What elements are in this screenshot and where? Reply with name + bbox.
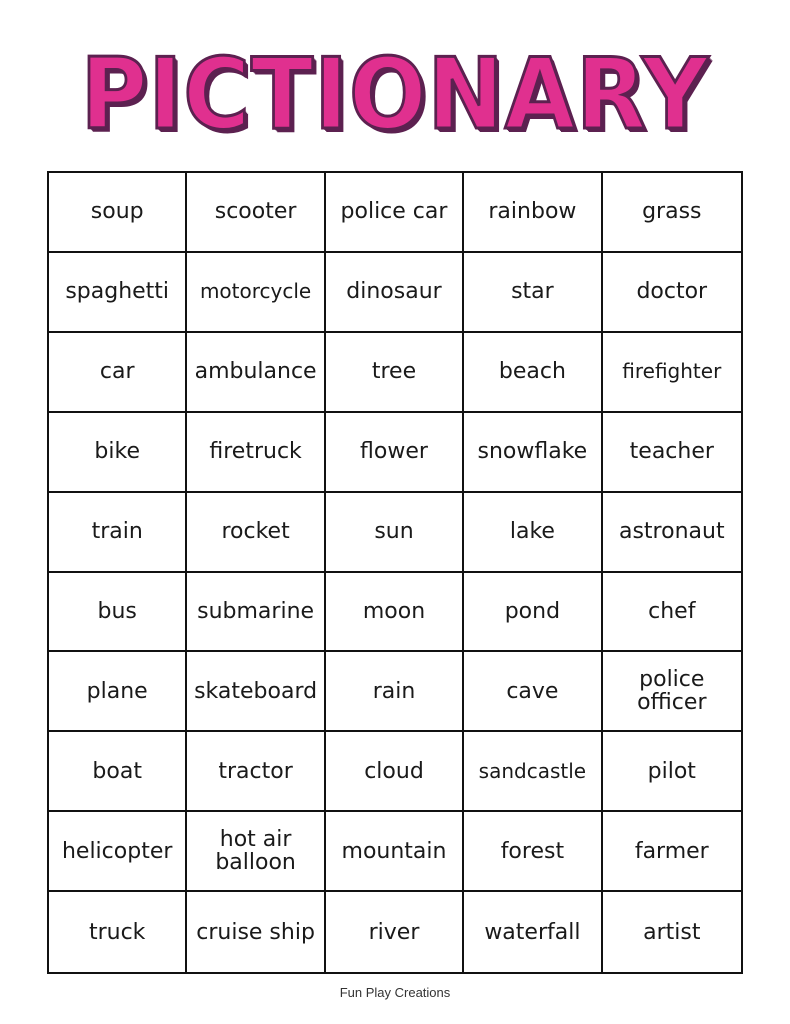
word-cell: motorcycle: [187, 253, 325, 333]
word-cell: police car: [326, 173, 464, 253]
word-cell: cruise ship: [187, 892, 325, 972]
word-cell: firefighter: [603, 333, 741, 413]
word-cell: tree: [326, 333, 464, 413]
title-banner: [0, 40, 790, 150]
word-cell: rainbow: [464, 173, 602, 253]
word-cell: moon: [326, 573, 464, 653]
word-cell: cloud: [326, 732, 464, 812]
word-cell: dinosaur: [326, 253, 464, 333]
word-cell: helicopter: [49, 812, 187, 892]
page-title: PICTIONARY: [80, 38, 710, 152]
word-cell: soup: [49, 173, 187, 253]
word-cell: cave: [464, 652, 602, 732]
word-cell: flower: [326, 413, 464, 493]
word-cell: artist: [643, 919, 701, 945]
word-cell: submarine: [187, 573, 325, 653]
word-cell: sun: [326, 493, 464, 573]
word-cell: forest: [464, 812, 602, 892]
footer-credit: Fun Play Creations: [339, 985, 451, 1000]
word-cell: river: [326, 892, 464, 972]
word-cell: beach: [464, 333, 602, 413]
word-cell: tractor: [187, 732, 325, 812]
word-grid: [47, 171, 743, 974]
word-cell: star: [464, 253, 602, 333]
word-cell: police officer: [603, 652, 741, 732]
word-cell: teacher: [603, 413, 741, 493]
word-cell: skateboard: [187, 652, 325, 732]
word-cell: plane: [49, 652, 187, 732]
word-cell: lake: [464, 493, 602, 573]
word-cell: chef: [603, 573, 741, 653]
word-cell: doctor: [603, 253, 741, 333]
word-cell: sandcastle: [464, 732, 602, 812]
word-cell: rocket: [187, 493, 325, 573]
word-cell: ambulance: [187, 333, 325, 413]
word-cell: grass: [603, 173, 741, 253]
word-cell: farmer: [603, 812, 741, 892]
word-cell: pilot: [603, 732, 741, 812]
word-cell: scooter: [187, 173, 325, 253]
word-cell: rain: [326, 652, 464, 732]
word-cell: hot air balloon: [187, 812, 325, 892]
word-cell: mountain: [326, 812, 464, 892]
word-cell: pond: [464, 573, 602, 653]
word-cell: boat: [49, 732, 187, 812]
word-cell: train: [49, 493, 187, 573]
word-cell: firetruck: [187, 413, 325, 493]
word-cell: snowflake: [464, 413, 602, 493]
word-cell: car: [49, 333, 187, 413]
word-cell: truck: [49, 892, 187, 972]
word-cell: astronaut: [603, 493, 741, 573]
word-cell: bike: [49, 413, 187, 493]
word-cell: waterfall: [464, 892, 602, 972]
word-cell: spaghetti: [49, 253, 187, 333]
word-cell: bus: [49, 573, 187, 653]
